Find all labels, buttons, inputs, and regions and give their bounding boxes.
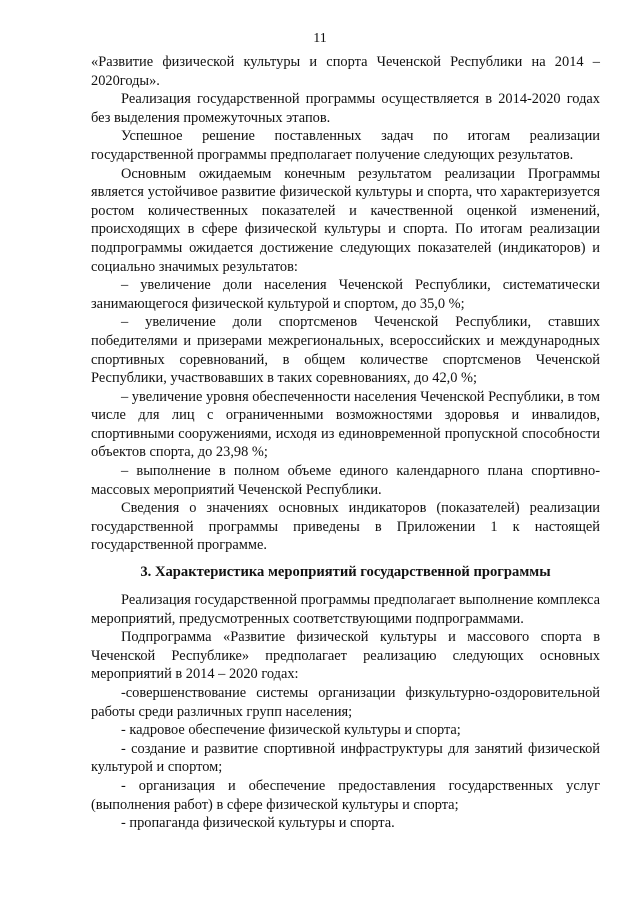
list-item-improvement: -совершенствование системы организации физкультурно-оздоровительной работы среди различных групп населения; xyxy=(91,685,600,720)
list-item-staffing: - кадровое обеспечение физической культуры и спорта; xyxy=(121,722,461,739)
paragraphs-after xyxy=(91,591,600,833)
section-heading: 3. Характеристика мероприятий государственной программы xyxy=(140,564,551,581)
list-item-athletes-share: – увеличение доли спортсменов Чеченской Республики, ставших победителями и призерами межрегиональных, всероссийских и международных спортивных соревнований, в общем количестве спортсменов Чеченской Республики, участвовавших в таких соревнованиях, до 42,0 %; xyxy=(91,314,600,387)
paragraph-measures-complex: Реализация государственной программы предполагает выполнение комплекса мероприятий, предусмотренных соответствующими подпрограммами. xyxy=(91,592,600,627)
paragraph-subprogram: Подпрограмма «Развитие физической культуры и массового спорта в Чеченской Республике» предполагает реализацию следующих основных мероприятий в 2014 – 2020 годах: xyxy=(91,629,600,683)
page-number: 11 xyxy=(313,31,327,46)
document-body xyxy=(91,53,600,833)
list-item-promotion: - пропаганда физической культуры и спорта. xyxy=(121,815,395,832)
paragraphs-before xyxy=(91,53,600,555)
paragraph-successful-solution: Успешное решение поставленных задач по итогам реализации государственной программы предполагает получение следующих результатов. xyxy=(91,128,600,163)
list-item-facilities-level: – увеличение уровня обеспеченности населения Чеченской Республики, в том числе для лиц с ограниченными возможностями здоровья и инвалидов, спортивными сооружениями, исходя из единовременной пропускной способности объектов спорта, до 23,98 %; xyxy=(91,388,601,461)
list-item-public-services: - организация и обеспечение предоставления государственных услуг (выполнения работ) в сфере физической культуры и спорта; xyxy=(91,777,600,813)
list-item-population-share: – увеличение доли населения Чеченской Республики, систематически занимающегося физической культурой и спортом, до 35,0 %; xyxy=(91,277,600,312)
paragraph-expected-result: Основным ожидаемым конечным результатом реализации Программы является устойчивое развитие физической культуры и спорта, что характеризуется ростом количественных показателей и качественной оценкой изменений, происходящих в сфере физической культуры и спорта. По итогам реализации подпрограммы ожидается достижение следующих показателей (индикаторов) и социально значимых результатов: xyxy=(91,165,600,275)
list-item-infrastructure: - создание и развитие спортивной инфраструктуры для занятий физической культурой и спортом; xyxy=(91,740,600,776)
paragraph-program-title-end: «Развитие физической культуры и спорта Чеченской Республики на 2014 – 2020годы». xyxy=(91,54,600,89)
paragraph-indicators-info: Сведения о значениях основных индикаторов (показателей) реализации государственной программы приведены в Приложении 1 к настоящей государственной программе. xyxy=(91,500,600,554)
paragraph-implementation-period: Реализация государственной программы осуществляется в 2014-2020 годах без выделения промежуточных этапов. xyxy=(91,91,600,126)
list-item-calendar-plan: – выполнение в полном объеме единого календарного плана спортивно-массовых мероприятий Чеченской Республики. xyxy=(91,463,600,498)
